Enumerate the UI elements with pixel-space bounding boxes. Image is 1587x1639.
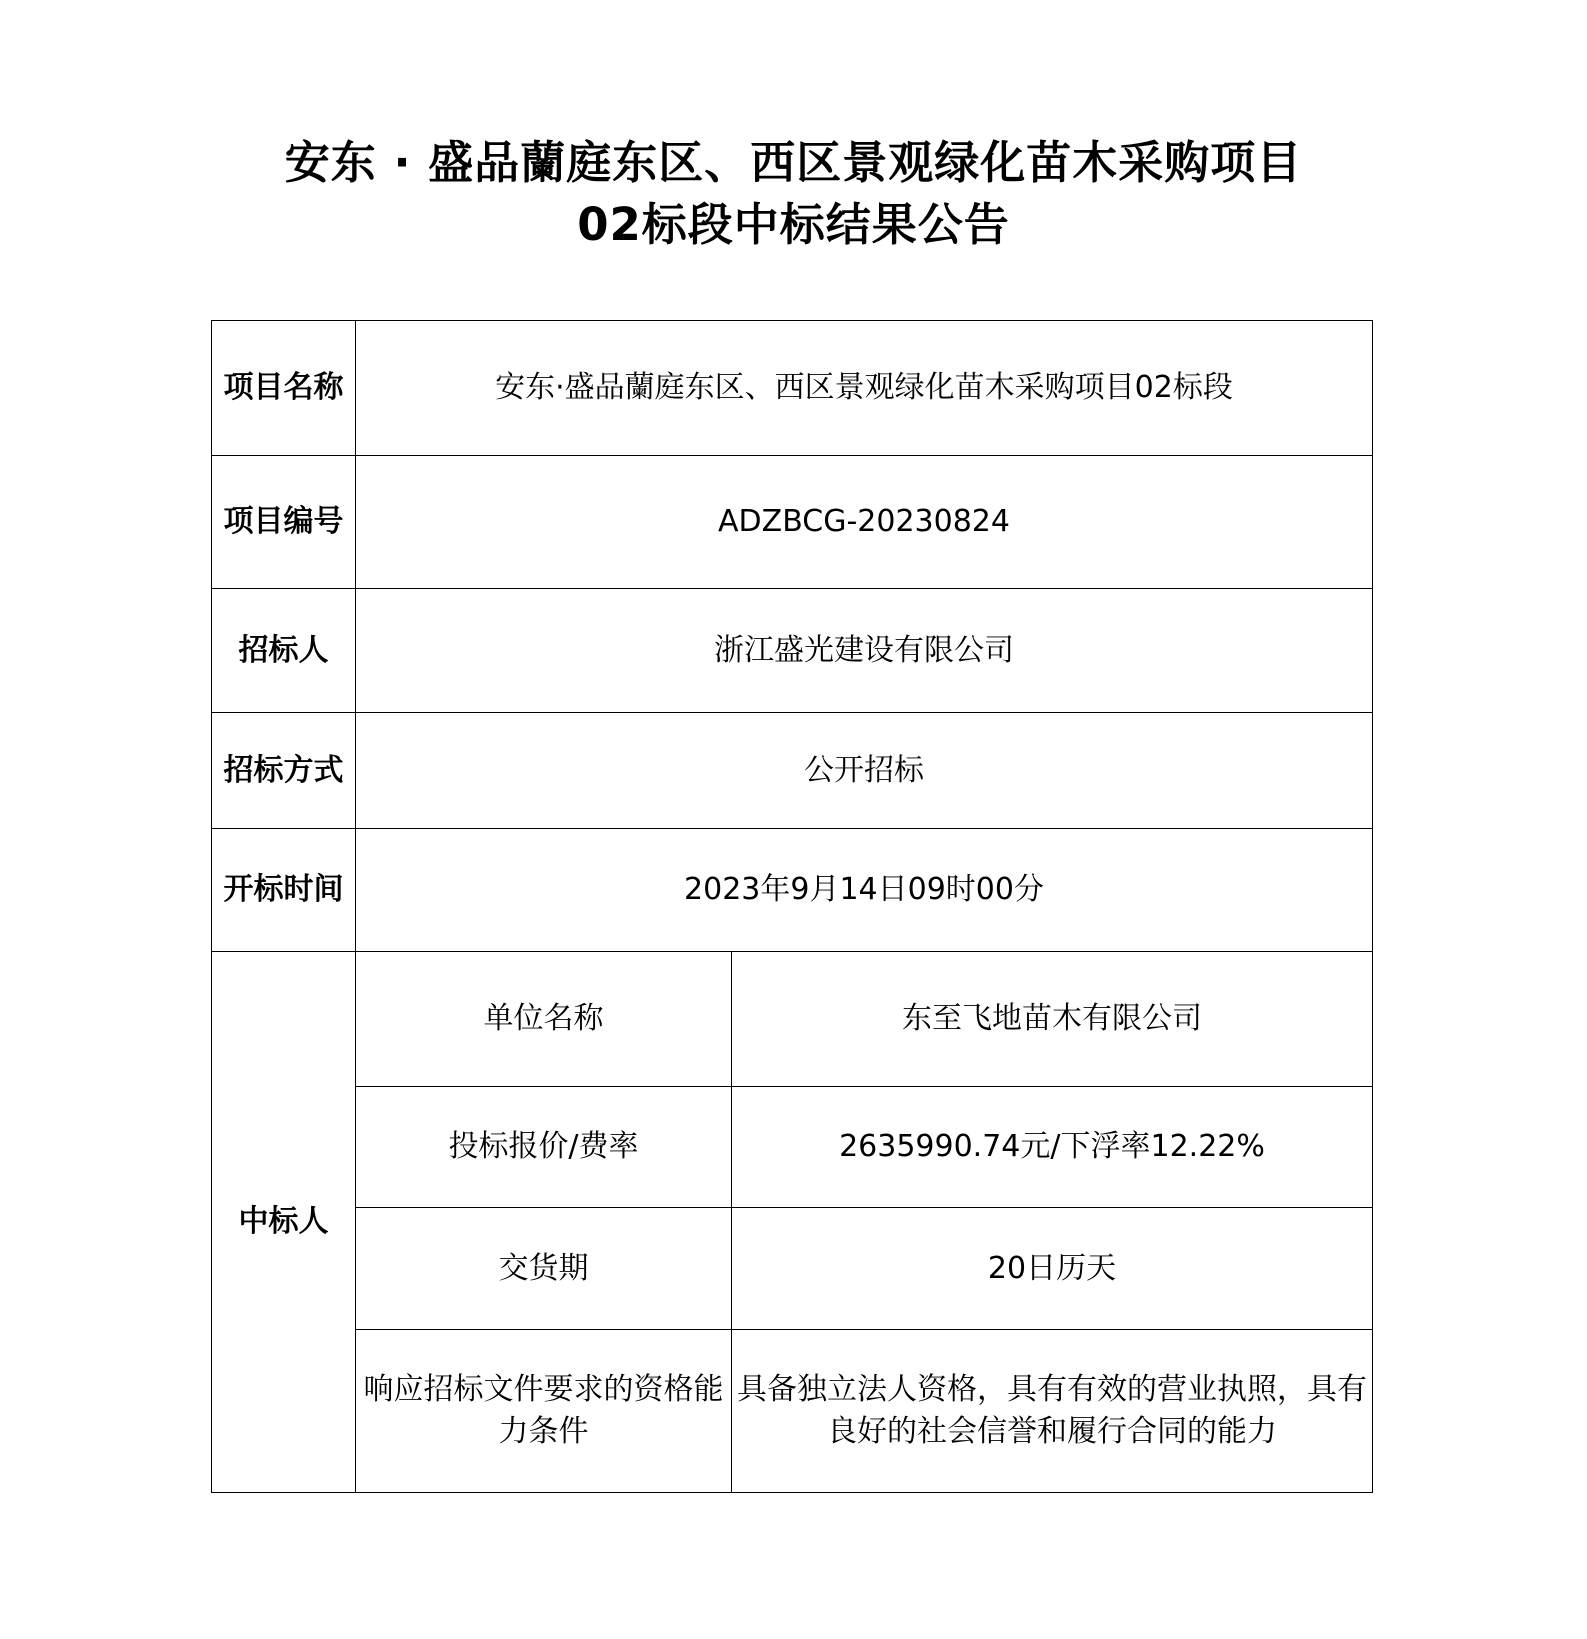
table-row-bid-price <box>212 1087 1373 1208</box>
title-line-1: 安东 · 盛品蘭庭东区、西区景观绿化苗木采购项目 <box>284 136 1303 189</box>
qualification-value: 具备独立法人资格，具有有效的营业执照，具有良好的社会信誉和履行合同的能力 <box>732 1330 1373 1493</box>
opening-time-value: 2023年9月14日09时00分 <box>356 829 1373 952</box>
table-row-project-number <box>212 456 1373 589</box>
bid-price-value: 2635990.74元/下浮率12.22% <box>732 1087 1373 1208</box>
title-line-2: 02标段中标结果公告 <box>577 198 1010 251</box>
table-row-tender-method <box>212 713 1373 829</box>
table-row-tenderer <box>212 589 1373 713</box>
delivery-period-value: 20日历天 <box>732 1208 1373 1330</box>
tender-method-label: 招标方式 <box>212 713 356 829</box>
qualification-label: 响应招标文件要求的资格能力条件 <box>356 1330 732 1493</box>
table-row-winner-unit <box>212 952 1373 1087</box>
opening-time-label: 开标时间 <box>212 829 356 952</box>
winner-unit-value: 东至飞地苗木有限公司 <box>732 952 1373 1087</box>
project-name-value: 安东·盛品蘭庭东区、西区景观绿化苗木采购项目02标段 <box>356 321 1373 456</box>
delivery-period-label: 交货期 <box>356 1208 732 1330</box>
project-number-label: 项目编号 <box>212 456 356 589</box>
table-row-qualification <box>212 1330 1373 1493</box>
table-row-delivery-period <box>212 1208 1373 1330</box>
page-title <box>0 132 1587 256</box>
winner-unit-label: 单位名称 <box>356 952 732 1087</box>
project-number-value: ADZBCG-20230824 <box>356 456 1373 589</box>
tender-method-value: 公开招标 <box>356 713 1373 829</box>
table-row-project-name <box>212 321 1373 456</box>
tenderer-value: 浙江盛光建设有限公司 <box>356 589 1373 713</box>
project-name-label: 项目名称 <box>212 321 356 456</box>
bid-price-label: 投标报价/费率 <box>356 1087 732 1208</box>
table-row-opening-time <box>212 829 1373 952</box>
result-table <box>211 320 1373 1493</box>
tenderer-label: 招标人 <box>212 589 356 713</box>
winner-label: 中标人 <box>212 952 356 1493</box>
